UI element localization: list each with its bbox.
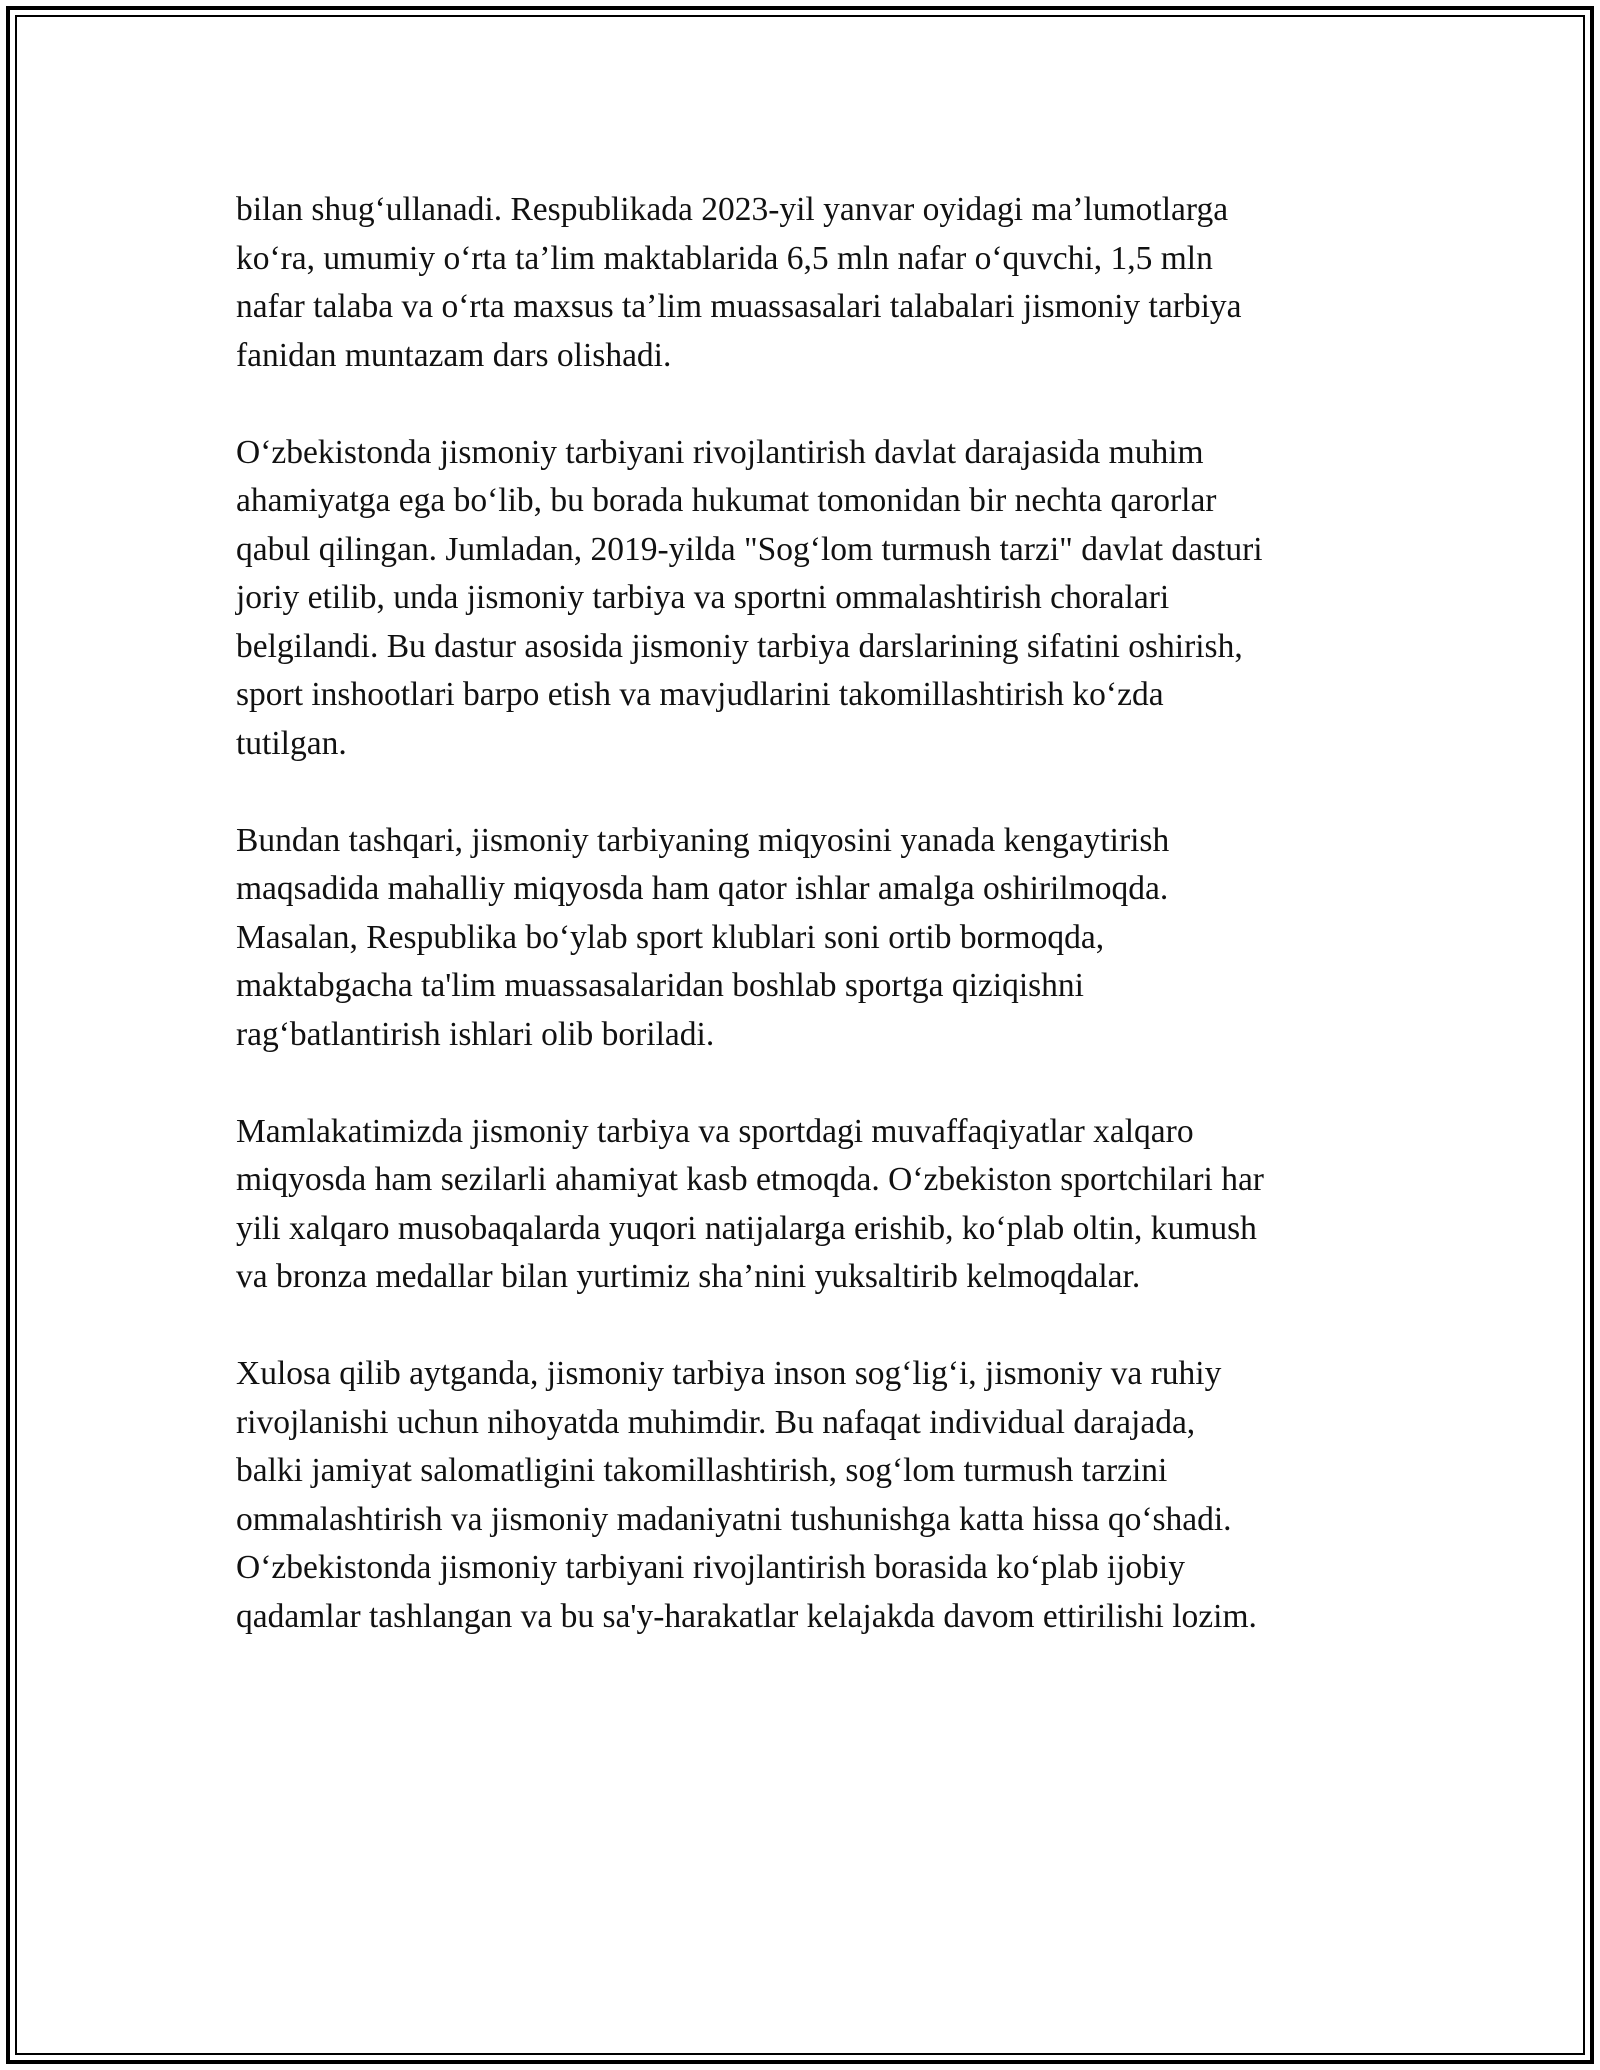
text-line: maktabgacha ta'lim muassasalaridan boshlab sportga qiziqishni xyxy=(236,967,1084,1004)
text-line: sport inshootlari barpo etish va mavjudlarini takomillashtirish ko‘zda xyxy=(236,676,1164,713)
text-line: Masalan, Respublika bo‘ylab sport klublari soni ortib bormoqda, xyxy=(236,918,1105,956)
text-line: ahamiyatga ega bo‘lib, bu borada hukumat tomonidan bir nechta qarorlar xyxy=(236,482,1217,519)
text-line: Xulosa qilib aytganda, jismoniy tarbiya inson sog‘lig‘i, jismoniy va ruhiy xyxy=(236,1355,1222,1392)
text-line: O‘zbekistonda jismoniy tarbiyani rivojlantirish borasida ko‘plab ijobiy xyxy=(236,1549,1185,1586)
paragraph-2 xyxy=(236,429,1376,769)
text-line: bilan shug‘ullanadi. Respublikada 2023-yil yanvar oyidagi ma’lumotlarga xyxy=(236,191,1229,228)
text-line: fanidan muntazam dars olishadi. xyxy=(236,336,672,374)
text-line: qadamlar tashlangan va bu sa'y-harakatlar kelajakda davom ettirilishi lozim. xyxy=(236,1597,1257,1635)
text-line: ommalashtirish va jismoniy madaniyatni tushunishga katta hissa qo‘shadi. xyxy=(236,1500,1232,1538)
text-line: Bundan tashqari, jismoniy tarbiyaning miqyosini yanada kengaytirish xyxy=(236,821,1170,859)
document-body xyxy=(236,186,1376,1690)
text-line: miqyosda ham sezilarli ahamiyat kasb etmoqda. O‘zbekiston sportchilari har xyxy=(236,1161,1264,1198)
paragraph-4 xyxy=(236,1108,1376,1302)
text-line: tutilgan. xyxy=(236,724,347,762)
text-line: belgilandi. Bu dastur asosida jismoniy tarbiya darslarining sifatini oshirish, xyxy=(236,627,1243,665)
text-line: balki jamiyat salomatligini takomillashtirish, sog‘lom turmush tarzini xyxy=(236,1452,1168,1489)
text-line: O‘zbekistonda jismoniy tarbiyani rivojlantirish davlat darajasida muhim xyxy=(236,433,1204,471)
paragraph-5 xyxy=(236,1350,1376,1641)
text-line: rivojlanishi uchun nihoyatda muhimdir. Bu nafaqat individual darajada, xyxy=(236,1403,1196,1441)
paragraph-3 xyxy=(236,817,1376,1060)
text-line: maqsadida mahalliy miqyosda ham qator ishlar amalga oshirilmoqda. xyxy=(236,870,1169,907)
text-line: nafar talaba va o‘rta maxsus ta’lim muassasalari talabalari jismoniy tarbiya xyxy=(236,288,1242,325)
text-line: yili xalqaro musobaqalarda yuqori natijalarga erishib, ko‘plab oltin, kumush xyxy=(236,1209,1257,1247)
text-line: rag‘batlantirish ishlari olib boriladi. xyxy=(236,1015,715,1053)
text-line: Mamlakatimizda jismoniy tarbiya va sportdagi muvaffaqiyatlar xalqaro xyxy=(236,1112,1194,1150)
text-line: joriy etilib, unda jismoniy tarbiya va sportni ommalashtirish choralari xyxy=(236,579,1170,616)
paragraph-1 xyxy=(236,186,1376,380)
text-line: va bronza medallar bilan yurtimiz sha’nini yuksaltirib kelmoqdalar. xyxy=(236,1258,1141,1295)
text-line: ko‘ra, umumiy o‘rta ta’lim maktablarida 6,5 mln nafar o‘quvchi, 1,5 mln xyxy=(236,239,1213,277)
text-line: qabul qilingan. Jumladan, 2019-yilda "Sog‘lom turmush tarzi" davlat dasturi xyxy=(236,530,1263,568)
